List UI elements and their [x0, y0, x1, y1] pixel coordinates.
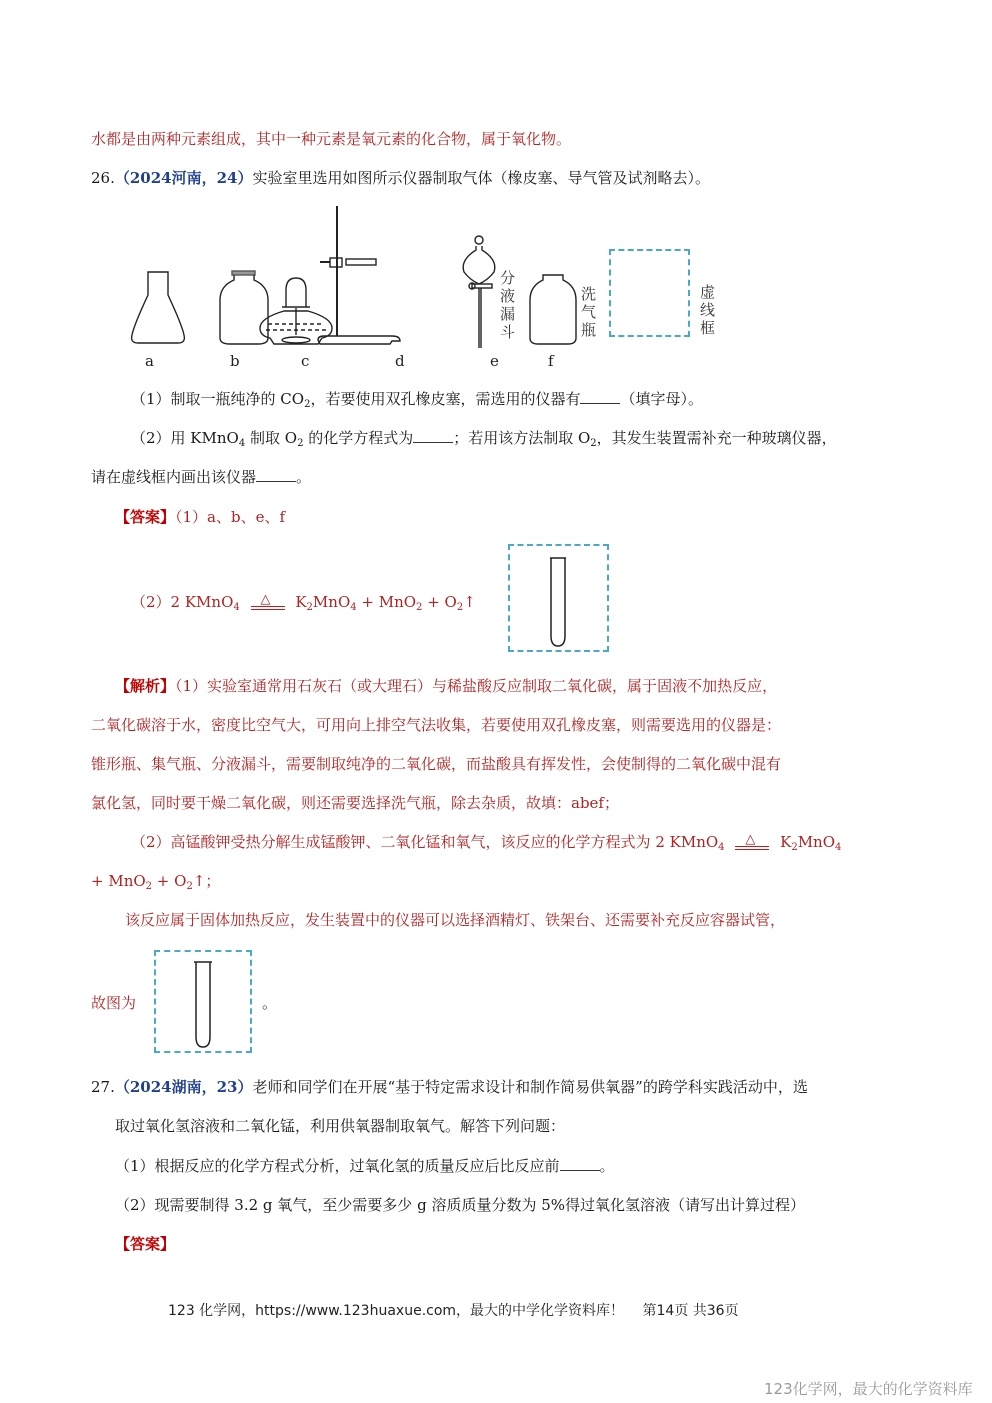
- alcohol-lamp-icon: [260, 278, 332, 344]
- analysis-line7-end: 。: [262, 994, 278, 1012]
- equation-product: + MnO: [91, 872, 146, 890]
- q26-sub2-text: 。: [296, 468, 312, 486]
- equation-product: + O: [422, 593, 457, 611]
- q26-sub1-text: （1）制取一瓶纯净的 CO: [131, 390, 305, 408]
- equation-product: MnO: [797, 833, 836, 851]
- conical-flask-icon: [132, 272, 185, 343]
- q26-sub2-line2: [91, 466, 311, 487]
- q26-sub2-text: （2）用 KMnO: [131, 429, 239, 447]
- analysis-line2: 二氧化碳溶于水，密度比空气大，可用向上排空气法收集，若要使用双孔橡皮塞，则需要选用的仪器是：: [91, 716, 782, 734]
- q26-sub1: [131, 388, 703, 409]
- q26-answer-part1: [115, 506, 285, 527]
- q27-sub1-end: 。: [599, 1157, 615, 1175]
- subscript: 2: [304, 399, 311, 410]
- analysis-line5b: + $MnO_2 + O_2↑$；: [91, 872, 221, 892]
- q27-answer-tag: 【答案】: [115, 1235, 176, 1253]
- q26-sub2-text: ，其发生装置需补充一种玻璃仪器，: [596, 429, 837, 447]
- answer-tag: 【答案】: [115, 508, 176, 526]
- heat-condition-sign: △: [735, 834, 769, 852]
- q26-sub1-text-2: ，若要使用双孔橡皮塞，需选用的仪器有: [310, 390, 581, 408]
- q26-stem: 实验室里选用如图所示仪器制取气体（橡皮塞、导气管及试剂略去）。: [252, 169, 710, 187]
- q26-sub2-text: 请在虚线框内画出该仪器: [91, 468, 257, 486]
- intro-line: 水都是由两种元素组成，其中一种元素是氧元素的化合物，属于氧化物。: [91, 130, 572, 148]
- label-separatory-funnel: 分液漏斗: [498, 270, 516, 342]
- q26-number: 26.: [91, 169, 115, 187]
- q27-stem-line2: 取过氧化氢溶液和二氧化锰，利用供氧器制取氧气。解答下列问题：: [115, 1117, 566, 1135]
- subscript: 2: [306, 602, 313, 613]
- q27-stem: 老师和同学们在开展“基于特定需求设计和制作简易供氧器”的跨学科实践活动中，选: [252, 1078, 808, 1096]
- q26-sub1-text-3: （填字母）。: [620, 390, 703, 408]
- equation-product: MnO: [312, 593, 351, 611]
- subscript: 2: [145, 881, 153, 892]
- gas-washing-bottle-icon: [530, 275, 576, 344]
- page-number: 第14页 共36页: [642, 1303, 739, 1319]
- test-tube-icon: [156, 952, 250, 1051]
- analysis-tag: 【解析】: [115, 677, 176, 695]
- label-c: c: [301, 352, 310, 370]
- q26-answer-equation: （2）2 KMnO$_4$ △ $K_2MnO_4 + MnO_2$ + $O_2↑$: [131, 592, 476, 613]
- q27-source: （2024湖南，23）: [114, 1078, 253, 1096]
- q26-sub2: [131, 427, 837, 448]
- analysis-line5: （2）高锰酸钾受热分解生成锰酸钾、二氧化锰和氧气，该反应的化学方程式为 2 KMnO$_4$ △ $K_2MnO_4$: [131, 832, 842, 853]
- analysis-line1: [115, 675, 777, 696]
- page-footer: [168, 1300, 739, 1320]
- label-a: a: [145, 352, 154, 370]
- q27-sub1-text: （1）根据反应的化学方程式分析，过氧化氢的质量反应后比反应前: [115, 1157, 560, 1175]
- label-washing-bottle: 洗气瓶: [579, 286, 597, 340]
- gas-arrow: ↑: [192, 872, 206, 890]
- equation-product: K: [295, 593, 307, 611]
- heat-condition-sign: △: [251, 594, 285, 612]
- subscript: 4: [350, 602, 357, 613]
- q26-sub2-text: ；若用该方法制取 O: [453, 429, 591, 447]
- label-b: b: [230, 352, 240, 370]
- q26-sub2-text: 的化学方程式为: [303, 429, 414, 447]
- subscript: 4: [835, 842, 842, 853]
- q26-source: （2024河南，24）: [114, 169, 253, 187]
- label-dashed-box: 虚线框: [698, 284, 716, 338]
- analysis-text: （2）高锰酸钾受热分解生成锰酸钾、二氧化锰和氧气，该反应的化学方程式为 2 KMnO: [131, 833, 719, 851]
- answer-test-tube-box: [508, 544, 609, 652]
- analysis-line7: 故图为: [91, 994, 137, 1012]
- dashed-drawing-box: [609, 249, 690, 337]
- gas-arrow: ↑: [463, 593, 476, 611]
- q27-number: 27.: [91, 1078, 115, 1096]
- q27-sub2: （2）现需要制得 3.2 g 氧气，至少需要多少 g 溶质质量分数为 5%得过氧化氢溶液（请写出计算过程）: [115, 1196, 806, 1214]
- answer-blank: [256, 467, 296, 482]
- analysis-line4: 氯化氢，同时要干燥二氧化碳，则还需要选择洗气瓶，除去杂质，故填：abef；: [91, 794, 619, 812]
- answer-blank: [413, 428, 453, 443]
- equation-reactant: （2）2 KMnO: [131, 593, 234, 611]
- q26-sub2-text: 制取 O: [245, 429, 298, 447]
- equation-product: + O: [152, 872, 187, 890]
- answer-blank: [560, 1156, 600, 1171]
- subscript: 2: [297, 438, 304, 449]
- test-tube-icon: [510, 546, 607, 650]
- analysis-line3: 锥形瓶、集气瓶、分液漏斗，需要制取纯净的二氧化碳，而盐酸具有挥发性，会使制得的二氧化碳中混有: [91, 755, 782, 773]
- subscript: 2: [186, 881, 193, 892]
- subscript: 2: [456, 602, 464, 613]
- subscript: 2: [590, 438, 597, 449]
- separatory-funnel-icon: [463, 236, 495, 348]
- answer-text: （1）a、b、e、f: [175, 508, 286, 526]
- analysis-test-tube-box: [154, 950, 252, 1053]
- subscript: 2: [791, 842, 798, 853]
- label-e: e: [490, 352, 499, 370]
- subscript: 4: [238, 438, 246, 449]
- q27-sub1: [115, 1155, 615, 1176]
- equation-product: + MnO: [356, 593, 417, 611]
- subscript: 2: [416, 602, 423, 613]
- label-f: f: [548, 352, 554, 370]
- analysis-text: （1）实验室通常用石灰石（或大理石）与稀盐酸反应制取二氧化碳，属于固液不加热反应，: [175, 677, 778, 695]
- equation-product: K: [780, 833, 792, 851]
- q26-header: [91, 167, 710, 188]
- watermark: 123化学网，最大的化学资料库: [764, 1380, 973, 1398]
- q27-header: [91, 1076, 808, 1097]
- answer-blank: [580, 389, 620, 404]
- analysis-line6: 该反应属于固体加热反应，发生装置中的仪器可以选择酒精灯、铁架台、还需要补充反应容器试管，: [125, 911, 786, 929]
- footer-text: 123 化学网，https://www.123huaxue.com，最大的中学化学资料库！: [168, 1303, 625, 1319]
- label-d: d: [395, 352, 405, 370]
